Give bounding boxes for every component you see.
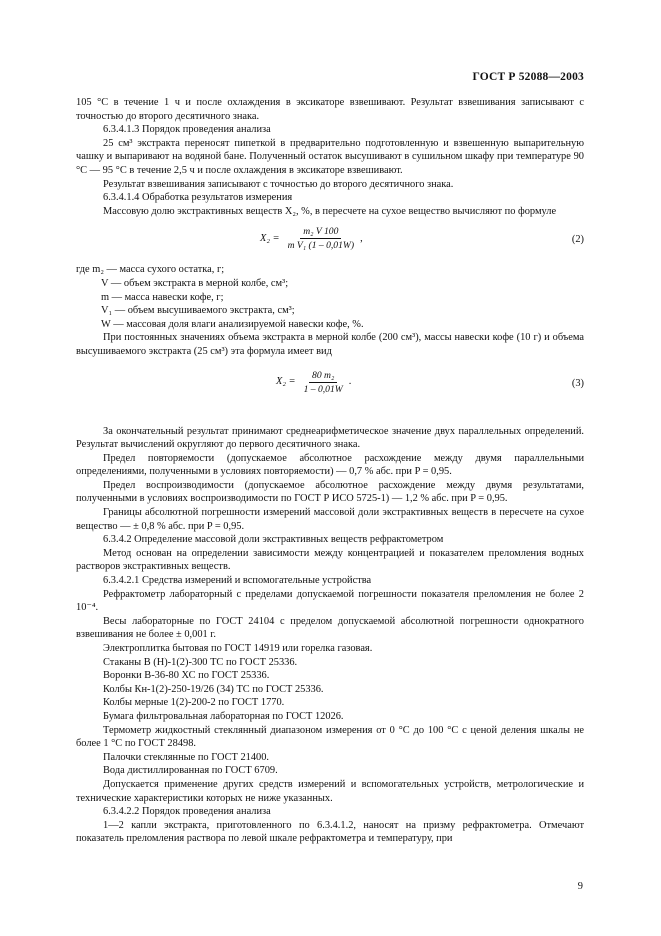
formula-tail: , [360, 233, 363, 245]
page-number: 9 [577, 881, 583, 892]
list-item: Рефрактометр лабораторный с пределами допускаемой погрешности показателя преломления не более 2 10⁻⁴. [76, 588, 584, 614]
paragraph: 25 см³ экстракта переносят пипеткой в предварительно подготовленную и взвешенную выпарительную чашку и выпаривают на водяной бане. Полученный остаток высушивают в сушильном шкафу при температуре 90 °С — 95 °С в течение 2,5 ч и после охлаждения в эксикаторе взвешивают. [76, 137, 584, 176]
paragraph: Допускается применение других средств измерений и вспомогательных устройств, метрологические и технические характеристики которых не ниже указанных. [76, 778, 584, 804]
document-body [76, 96, 584, 846]
section-heading: 6.3.4.1.3 Порядок проведения анализа [103, 124, 271, 136]
formula-tail: . [348, 376, 352, 388]
paragraph: За окончательный результат принимают среднеарифметическое значение двух параллельных определений. Результат вычислений округляют до первого десятичного знака. [76, 425, 584, 451]
section-heading: 6.3.4.2.2 Порядок проведения анализа [103, 806, 271, 818]
where-item: V — объем экстракта в мерной колбе, см³; [101, 277, 289, 289]
formula-denominator: 1 – 0,01W [303, 383, 343, 395]
formula-fraction [301, 370, 346, 395]
paragraph: Границы абсолютной погрешности измерений массовой доли экстрактивных веществ в пересчете на сухое вещество — ± 0,8 % абс. при P = 0,95. [76, 507, 584, 532]
section-heading: 6.3.4.1.4 Обработка результатов измерения [103, 192, 293, 204]
formula-3 [76, 369, 584, 399]
paragraph: Предел повторяемости (допускаемое абсолютное расхождение между двумя параллельными определениями, полученными в условиях повторяемости) — 0,7 % абс. при P = 0,95. [76, 452, 584, 478]
formula-numerator: 80 m₂ [309, 370, 337, 383]
list-item: Электроплитка бытовая по ГОСТ 14919 или горелка газовая. [103, 643, 373, 654]
formula-fraction [285, 226, 357, 251]
formula-number: (2) [571, 234, 584, 246]
where-item: W — массовая доля влаги анализируемой навески кофе, %. [101, 318, 364, 330]
document-header: ГОСТ Р 52088—2003 [472, 71, 584, 83]
formula-numerator: m₂ V 100 [300, 226, 341, 239]
list-item: Термометр жидкостный стеклянный диапазоном измерения от 0 °С до 100 °С с ценой деления шкалы не более 1 °С по ГОСТ 28498. [76, 724, 584, 750]
list-item: Бумага фильтровальная лабораторная по ГОСТ 12026. [103, 710, 344, 722]
paragraph: Метод основан на определении зависимости между концентрацией и показателем преломления водных растворов экстрактивных веществ. [76, 547, 584, 573]
formula-number: (3) [571, 377, 584, 389]
paragraph: Массовую долю экстрактивных веществ X₂, %, в пересчете на сухое вещество вычисляют по формуле [103, 205, 557, 217]
list-item: Стаканы В (Н)-1(2)-300 ТС по ГОСТ 25336. [103, 656, 298, 668]
paragraph: Предел воспроизводимости (допускаемое абсолютное расхождение между двумя результатами, полученными в условиях воспроизводимости по ГОСТ Р ИСО 5725-1) — 1,2 % абс. при P = 0,95. [76, 479, 584, 505]
list-item: Воронки В-36-80 ХС по ГОСТ 25336. [103, 670, 270, 682]
section-heading: 6.3.4.2.1 Средства измерений и вспомогательные устройства [103, 575, 372, 587]
list-item: Палочки стеклянные по ГОСТ 21400. [103, 751, 270, 763]
where-item: m — масса навески кофе, г; [101, 291, 224, 303]
where-item: V₁ — объем высушиваемого экстракта, см³; [101, 305, 295, 317]
paragraph: При постоянных значениях объема экстракта в мерной колбе (200 см³), массы навески кофе (10 г) и объема высушиваемого экстракта (25 см³) эта формула имеет вид [76, 332, 584, 357]
formula-lhs: X₂ = [260, 233, 280, 245]
section-heading: 6.3.4.2 Определение массовой доли экстрактивных веществ рефрактометром [103, 534, 444, 546]
list-item: Вода дистиллированная по ГОСТ 6709. [103, 765, 278, 777]
list-item: Колбы Кн-1(2)-250-19/26 (34) ТС по ГОСТ 25336. [103, 683, 324, 695]
paragraph: 1—2 капли экстракта, приготовленного по 6.3.4.1.2, наносят на призму рефрактометра. Отмечают показатель преломления раствора по левой шкале рефрактометра и температуру, при [76, 819, 584, 845]
paragraph: Результат взвешивания записывают с точностью до второго десятичного знака. [103, 178, 454, 190]
formula-denominator: m V₁ (1 – 0,01W) [287, 240, 355, 252]
list-item: Весы лабораторные по ГОСТ 24104 с пределом допускаемой абсолютной погрешности однократного взвешивания не более ± 0,001 г. [76, 615, 584, 641]
formula-2 [76, 225, 584, 255]
paragraph-continuation: 105 °С в течение 1 ч и после охлаждения в эксикаторе взвешивают. Результат взвешивания записывают с точностью до второго десятичного знака. [76, 97, 584, 122]
where-item: где m₂ — масса сухого остатка, г; [76, 264, 225, 276]
formula-lhs: X₂ = [276, 376, 296, 388]
list-item: Колбы мерные 1(2)-200-2 по ГОСТ 1770. [103, 697, 285, 709]
